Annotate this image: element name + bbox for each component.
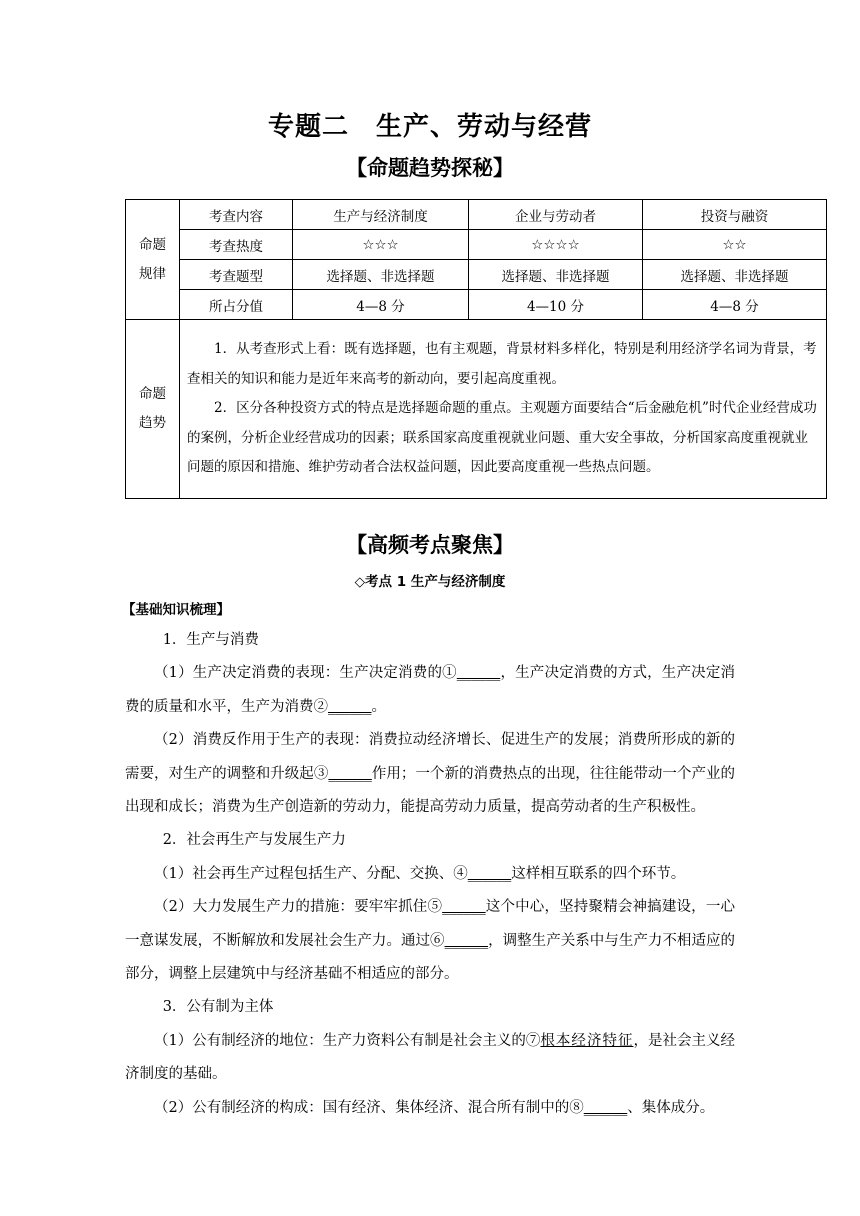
heading-production-consumption: 1．生产与消费 [162,632,259,648]
table-cell: 选择题、非选择题 [293,260,469,290]
text-span: ，是社会主义经济制度的基础。 [125,1032,736,1083]
text-span: 这样相互联系的四个环节。 [511,865,686,882]
paragraph [125,858,735,891]
knowledge-content [125,624,735,1125]
table-row [126,290,827,320]
text-span: （1）公有制经济的地位：生产力资料公有制是社会主义的⑦ [154,1032,541,1049]
table-header-cell: 生产与经济制度 [293,200,469,230]
section-title-trends: 【命题趋势探秘】 [346,156,514,180]
trend-text-cell [180,320,827,499]
text-span: ，生产决定消费的方式，生产决定消费的质量和水平，生产为消费② [125,665,735,715]
table-row [126,230,827,260]
table-row [126,320,827,499]
kaodian-title: ◇考点 1 生产与经济制度 [354,574,506,590]
table-header-cell: 企业与劳动者 [469,200,643,230]
table-cell: 4—10 分 [469,290,643,320]
table-header-cell: 考查内容 [180,200,293,230]
answer-blank-1: ______ [456,665,501,682]
filled-answer-7: 根本经济特征 [540,1032,634,1049]
text-span: （1）生产决定消费的表现：生产决定消费的① [154,665,457,682]
answer-blank-2: ______ [328,698,372,715]
table-row [126,260,827,290]
basic-knowledge-title: 【基础知识梳理】 [122,602,230,618]
text-span: （2）消费反作用于生产的表现：消费拉动经济增长、促进生产的发展；消费所形成的新的需要，对生产的调整和升级起③ [125,732,735,782]
text-span: 、集体成分。 [627,1099,715,1116]
answer-blank-4: ______ [467,865,512,882]
text-span: （2）公有制经济的构成：国有经济、集体经济、混合所有制中的⑧ [154,1099,584,1116]
text-span: 这个中心，坚持聚精会神搞建设，一心一意谋发展，不断解放和发展社会生产力。通过⑥ [125,899,736,949]
rule-label-cell: 命题 规律 [126,200,180,320]
text-span: （1）社会再生产过程包括生产、分配、交换、④ [154,865,468,882]
table-cell: 选择题、非选择题 [469,260,643,290]
table-cell: 4—8 分 [643,290,827,320]
heading-reproduction: 2．社会再生产与发展生产力 [162,832,346,849]
paragraph [125,724,735,824]
heading-public-ownership: 3．公有制为主体 [162,999,274,1016]
answer-blank-8: ______ [583,1099,628,1116]
trend-paragraph-1: 1．从考查形式上看：既有选择题，也有主观题，背景材料多样化，特别是利用经济学名词为背景，考查相关的知识和能力是近年来高考的新动向，要引起高度重视。 [187,341,817,387]
table-cell: ☆☆ [643,230,827,260]
paragraph [125,657,735,724]
table-row [126,200,827,230]
section-title-hotspots: 【高频考点聚焦】 [346,533,514,557]
text-span: （2）大力发展生产力的措施：要牢牢抓住⑤ [154,899,443,916]
trend-label-cell: 命题 趋势 [126,320,180,499]
table-cell: 考查热度 [180,230,293,260]
answer-blank-5: ______ [442,899,486,916]
trend-table [125,199,827,499]
text-span: 。 [371,698,386,715]
table-cell: 选择题、非选择题 [643,260,827,290]
table-cell: ☆☆☆ [293,230,469,260]
table-cell: ☆☆☆☆ [469,230,643,260]
text-span: 作用；一个新的消费热点的出现，往往能带动一个产业的出现和成长；消费为生产创造新的劳动力，能提高劳动力质量，提高劳动者的生产积极性。 [125,765,735,816]
page-title: 专题二 生产、劳动与经营 [267,112,592,142]
paragraph [125,1025,735,1092]
table-cell: 所占分值 [180,290,293,320]
table-cell: 考查题型 [180,260,293,290]
paragraph [125,1092,735,1125]
paragraph [125,891,735,991]
table-cell: 4—8 分 [293,290,469,320]
answer-blank-3: ______ [328,765,372,782]
answer-blank-6: ______ [444,932,489,949]
trend-paragraph-2: 2．区分各种投资方式的特点是选择题命题的重点。主观题方面要结合“后金融危机”时代企业经营成功的案例，分析企业经营成功的因素；联系国家高度重视就业问题、重大安全事故，分析国家高度重视就业问题的原因和措施、维护劳动者合法权益问题，因此要高度重视一些热点问题。 [187,400,817,476]
text-span: ，调整生产关系中与生产力不相适应的部分，调整上层建筑中与经济基础不相适应的部分。 [125,932,735,983]
table-header-cell: 投资与融资 [643,200,827,230]
